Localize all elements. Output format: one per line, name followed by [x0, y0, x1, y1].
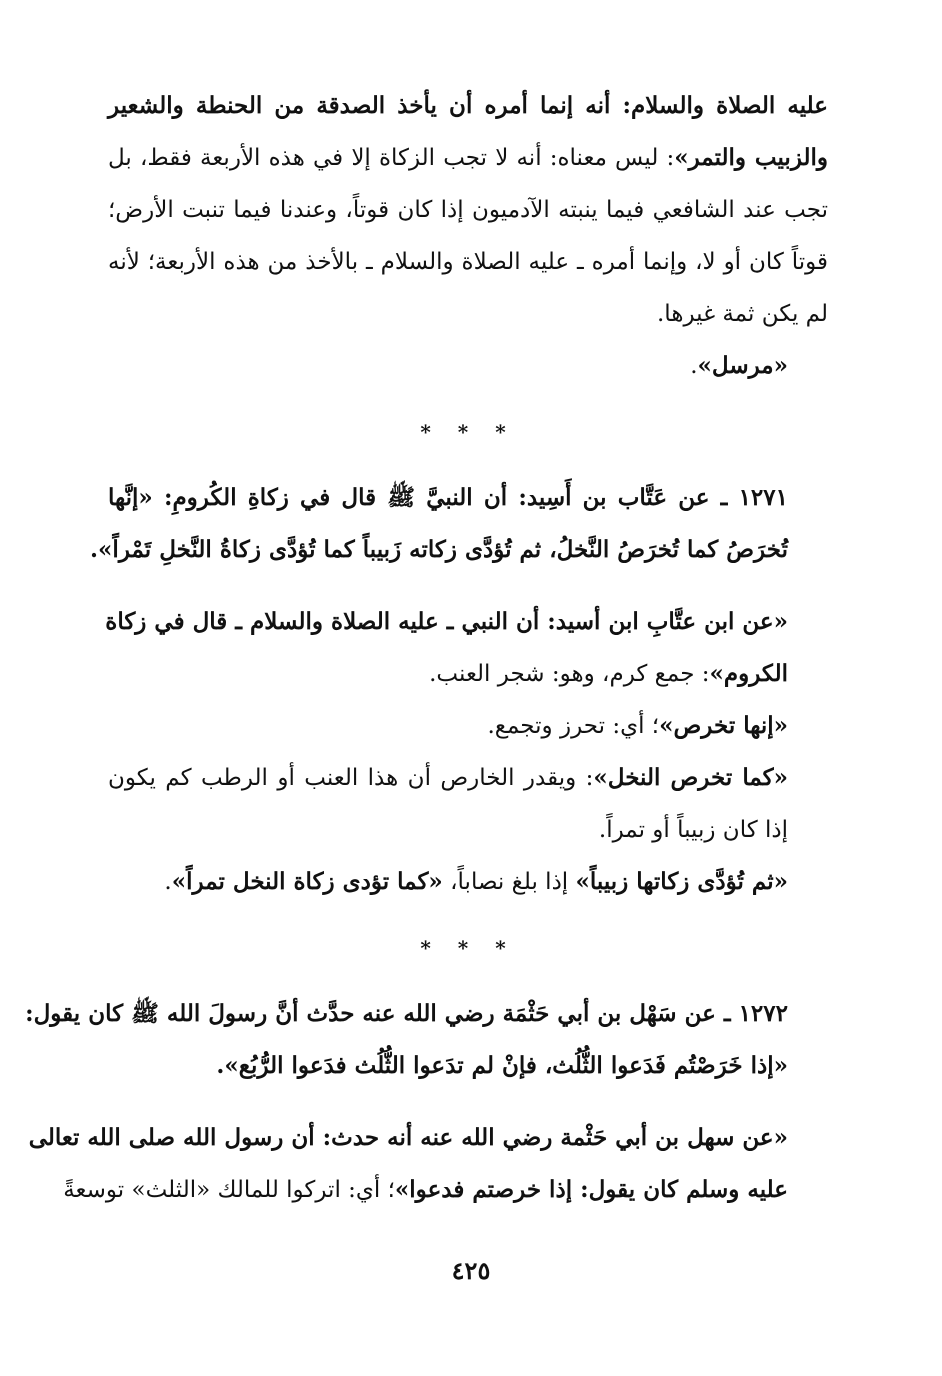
paragraph-commentary-intro [108, 80, 828, 340]
bold-text-run: «إذا خَرَصْتُم فَدَعوا الثُّلُث، فإنْ لم تدَعوا الثُّلُث فدَعوا الرُّبُع». [216, 1052, 788, 1079]
text-line [108, 184, 828, 236]
text-run: قوتاً كان أو لا، وإنما أمره ـ عليه الصلاة والسلام ـ بالأخذ من هذه الأربعة؛ لأنه [108, 249, 828, 275]
text-line [108, 340, 788, 392]
bold-text-run: «كما تخرص النخل» [593, 764, 788, 791]
text-line [108, 700, 788, 752]
text-line [108, 648, 788, 700]
section-separator: * * * [420, 420, 516, 444]
bold-text-run: عليه الصلاة والسلام: أنه إنما أمره أن يأخذ الصدقة من الحنطة والشعير [108, 92, 828, 119]
text-line [108, 288, 828, 340]
text-run: . [690, 353, 698, 379]
text-run: ؛ أي: اتركوا للمالك «الثلث» توسعةً [63, 1177, 395, 1203]
text-run: : ليس معناه: أنه لا تجب الزكاة إلا في هذه الأربعة فقط، بل [108, 145, 675, 171]
text-line [108, 804, 788, 856]
text-run: إذا بلغ نصاباً، [442, 869, 576, 895]
bold-text-run: «مرسل» [697, 352, 788, 379]
text-run: لم يكن ثمة غيرها. [657, 301, 828, 327]
bold-text-run: «إنها تخرص» [659, 712, 788, 739]
text-run: : جمع كرم، وهو: شجر العنب. [429, 661, 710, 687]
text-line [108, 236, 828, 288]
text-line [108, 1040, 788, 1092]
text-line [25, 988, 788, 1040]
section-separator: * * * [420, 936, 516, 960]
bold-text-run: «ثم تُؤدَّى زكاتها زبيباً» [575, 868, 788, 895]
commentary-1271-nakhl [108, 752, 828, 856]
text-line [108, 472, 788, 524]
text-run: تجب عند الشافعي فيما ينبته الآدميون إذا كان قوتاً، وعندنا فيما تنبت الأرض؛ [108, 197, 828, 223]
text-line [108, 132, 828, 184]
text-line [108, 856, 788, 908]
bold-text-run: «عن سهل بن أبي حَثْمة رضي الله عنه أنه حدث: أن رسول الله صلى الله تعالى [28, 1124, 788, 1151]
hadith-1272 [25, 988, 828, 1092]
text-line [105, 596, 788, 648]
paragraph-mursal [108, 340, 828, 392]
text-run: ؛ أي: تحرز وتجمع. [487, 713, 660, 739]
commentary-1271-takhras [108, 700, 828, 752]
text-line [90, 524, 788, 576]
commentary-1271-narrator [105, 596, 828, 700]
text-line [28, 1112, 788, 1164]
bold-text-run: «كما تؤدى زكاة النخل تمراً» [171, 868, 443, 895]
bold-text-run: ١٢٧١ ـ عن عَتَّاب بن أَسِيد: أن النبيَّ ﷺ قال في زكاةِ الكُرومِ: «إنَّها [108, 484, 788, 511]
bold-text-run: عليه وسلم كان يقول: إذا خرصتم فدعوا» [394, 1176, 788, 1203]
text-line [108, 80, 828, 132]
text-run: إذا كان زبيباً أو تمراً. [598, 817, 788, 843]
page-body [25, 80, 829, 1216]
bold-text-run: «عن ابن عتَّابِ ابن أسيد: أن النبي ـ عليه الصلاة والسلام ـ قال في زكاة [105, 608, 788, 635]
text-line [63, 1164, 788, 1216]
bold-text-run: ١٢٧٢ ـ عن سَهْل بن أبي حَثْمَة رضي الله عنه حدَّث أنَّ رسولَ الله ﷺ كان يقول: [25, 1000, 788, 1027]
bold-text-run: تُخرَصُ كما تُخرَصُ النَّخلُ، ثم تُؤدَّى زكاته زَبيباً كما تُؤدَّى زكاةُ النَّخلِ تَمْراً». [90, 536, 788, 563]
page-number: ٤٢٥ [451, 1256, 491, 1285]
bold-text-run: الكروم» [709, 660, 788, 687]
text-run: . [164, 869, 172, 895]
text-run: : ويقدر الخارص أن هذا العنب أو الرطب كم يكون [108, 765, 594, 791]
commentary-1272 [28, 1112, 828, 1216]
text-line [108, 752, 788, 804]
commentary-1271-zakat [108, 856, 828, 908]
bold-text-run: والزبيب والتمر» [674, 144, 829, 171]
hadith-1271 [90, 472, 828, 576]
